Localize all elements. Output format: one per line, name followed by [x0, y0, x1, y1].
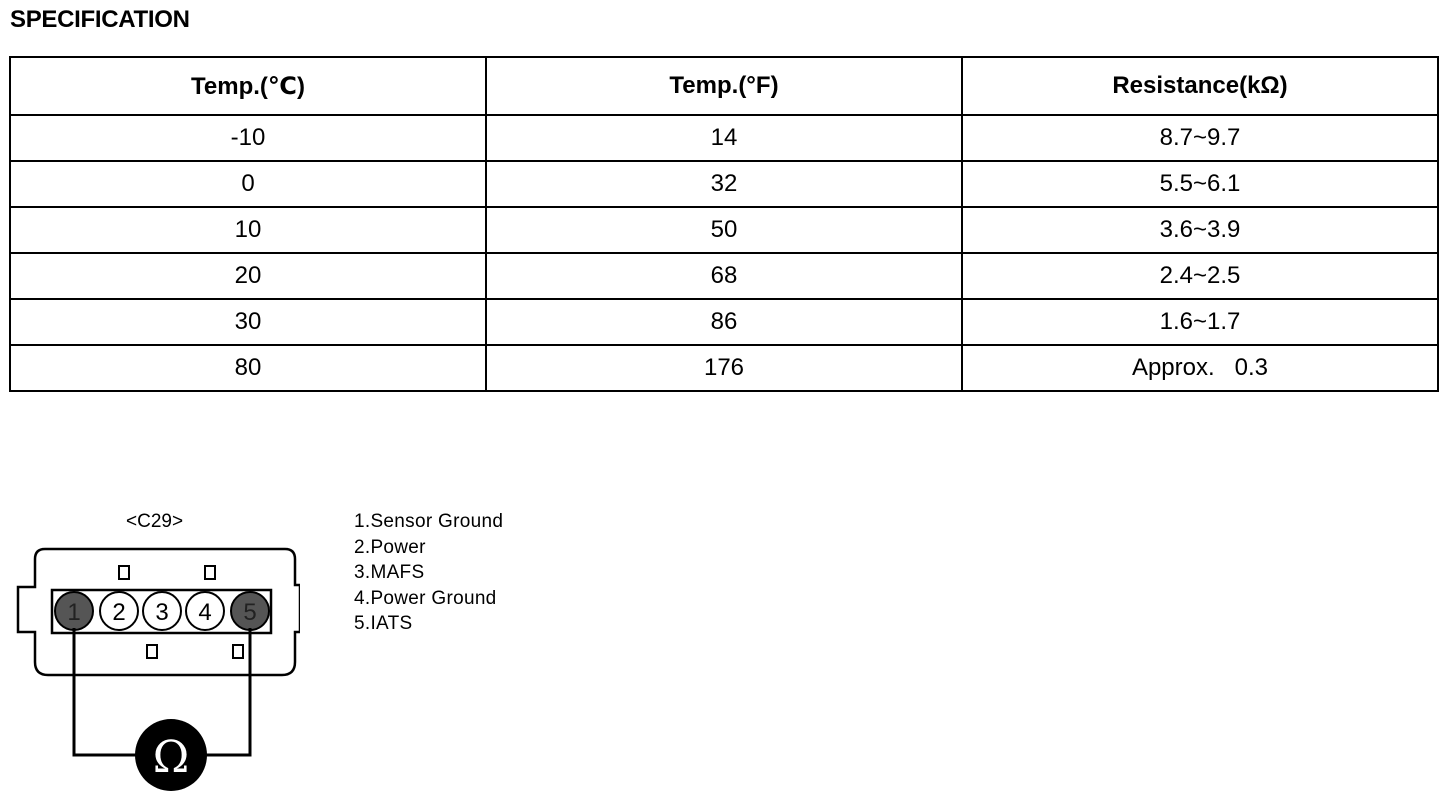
cell-resistance: 2.4~2.5 [962, 253, 1438, 299]
table-row [10, 345, 1438, 391]
pin-number: 4 [198, 599, 212, 626]
top-key-tab [205, 566, 215, 579]
cell-temp-fahrenheit: 176 [486, 345, 962, 391]
pin-4 [186, 592, 224, 630]
table-row [10, 253, 1438, 299]
header-resistance: Resistance(kΩ) [962, 57, 1438, 115]
cell-temp-celsius: 20 [10, 253, 486, 299]
pin-2 [100, 592, 138, 630]
cell-resistance: 5.5~6.1 [962, 161, 1438, 207]
list-item: 1.Sensor Ground [354, 511, 504, 532]
bottom-key-tab [233, 645, 243, 658]
pin-description-list [354, 509, 503, 637]
ohmmeter-icon [135, 719, 207, 791]
header-temp-fahrenheit: Temp.(°F) [486, 57, 962, 115]
cell-resistance: 8.7~9.7 [962, 115, 1438, 161]
pin-number: 5 [243, 599, 257, 626]
pin-3 [143, 592, 181, 630]
cell-temp-fahrenheit: 86 [486, 299, 962, 345]
list-item: 3.MAFS [354, 562, 425, 583]
page-title: SPECIFICATION [10, 6, 190, 33]
cell-temp-fahrenheit: 68 [486, 253, 962, 299]
cell-temp-celsius: 30 [10, 299, 486, 345]
cell-temp-celsius: 0 [10, 161, 486, 207]
table-row [10, 299, 1438, 345]
header-temp-celsius: Temp.(℃) [10, 57, 486, 115]
table-row [10, 207, 1438, 253]
cell-temp-fahrenheit: 50 [486, 207, 962, 253]
probe-wire-left [74, 628, 136, 755]
cell-resistance: 3.6~3.9 [962, 207, 1438, 253]
table-row [10, 161, 1438, 207]
pin-5 [231, 592, 269, 630]
table-row [10, 115, 1438, 161]
pin-number: 2 [112, 599, 126, 626]
connector-diagram [0, 530, 300, 808]
list-item: 2.Power [354, 536, 426, 558]
cell-temp-celsius: -10 [10, 115, 486, 161]
specification-table [9, 56, 1439, 392]
table-header-row [10, 57, 1438, 115]
list-item: 5.IATS [354, 613, 413, 634]
pin-1 [55, 592, 93, 630]
cell-temp-celsius: 10 [10, 207, 486, 253]
cell-resistance: Approx. 0.3 [962, 345, 1438, 391]
cell-resistance: 1.6~1.7 [962, 299, 1438, 345]
bottom-key-tab [147, 645, 157, 658]
pin-number: 1 [67, 599, 81, 626]
top-key-tab [119, 566, 129, 579]
connector-id-label: <C29> [126, 511, 184, 532]
cell-temp-fahrenheit: 14 [486, 115, 962, 161]
cell-temp-celsius: 80 [10, 345, 486, 391]
ohm-symbol: Ω [152, 732, 190, 783]
pin-number: 3 [155, 599, 169, 626]
cell-temp-fahrenheit: 32 [486, 161, 962, 207]
list-item: 4.Power Ground [354, 587, 497, 609]
